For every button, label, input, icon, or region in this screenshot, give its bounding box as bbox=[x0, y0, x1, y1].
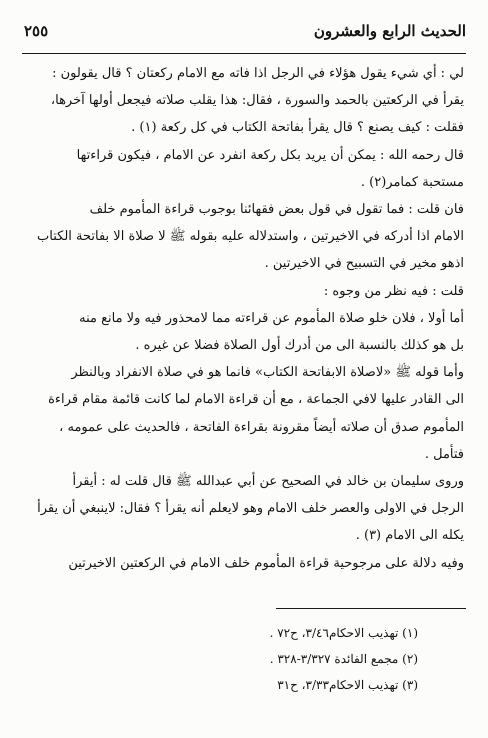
text-line: وأما قوله ﷺ «لاصلاة الابفاتحة الكتاب» فانما هو في صلاة الانفراد وبالنظر bbox=[71, 365, 464, 381]
text-line: أما أولا ، فلان خلو صلاة المأموم عن قراءته مما لامحذور فيه ولا مانع منه bbox=[79, 310, 464, 326]
footnote-rule bbox=[276, 608, 466, 609]
text-line: قال رحمه الله : يمكن أن يريد بكل ركعة انفرد عن الامام ، فيكون قراءتها bbox=[76, 147, 464, 163]
footnote: (١) تهذيب الاحكام٣/٤٦، ح٧٢ . bbox=[269, 626, 418, 640]
text-line: فتأمل . bbox=[424, 446, 464, 462]
page-number: ٢٥٥ bbox=[24, 22, 49, 40]
text-line: يكله الى الامام (٣) . bbox=[355, 528, 464, 544]
text-line: مستحبة كمامر(٢) . bbox=[360, 174, 464, 190]
text-line: بل هو كذلك بالنسبة الى من أدرك أول الصلاة فضلا عن غيره . bbox=[135, 338, 464, 354]
text-line: المأموم صدق أن صلاته أيضاً مقرونة بقراءة الفاتحة ، فالحديث على عمومه ، bbox=[59, 419, 464, 435]
section-title: الحديث الرابع والعشرون bbox=[313, 22, 466, 40]
text-line: قلت : فيه نظر من وجوه : bbox=[323, 283, 464, 299]
text-line: اذهو مخير في التسبيح في الاخيرتين . bbox=[264, 256, 464, 272]
text-line: لي : أي شيء يقول هؤلاء في الرجل اذا فاته مع الامام ركعتان ؟ قال يقولون : bbox=[52, 66, 464, 81]
footnotes bbox=[88, 620, 418, 698]
footnote: (٢) مجمع الفائدة ٣/٣٢٧-٣٢٨ . bbox=[269, 652, 418, 666]
footnote: (٣) تهذيب الاحكام٣/٣٣، ح٣١ bbox=[277, 678, 418, 692]
body-text bbox=[22, 60, 464, 577]
text-line: وفيه دلالة على مرجوحية قراءة المأموم خلف الامام في الركعتين الاخيرتين bbox=[68, 555, 464, 571]
header-rule bbox=[22, 53, 466, 54]
page-header bbox=[24, 16, 466, 46]
text-line: الى القادر عليها لافي الجماعة ، مع أن قراءة الامام لما كانت قائمة مقام قراءة bbox=[48, 392, 464, 408]
text-line: يقرأ في الركعتين بالحمد والسورة ، فقال: هذا يقلب صلاته فيجعل أولها آخرها، bbox=[50, 93, 464, 109]
text-line: الامام اذا أدركه في الاخيرتين ، واستدلاله عليه بقوله ﷺ لا صلاة الا بفاتحة الكتاب bbox=[37, 229, 464, 245]
text-line: فان قلت : فما تقول في قول بعض فقهائنا بوجوب قراءة المأموم خلف bbox=[89, 202, 464, 218]
text-line: وروى سليمان بن خالد في الصحيح عن أبي عبدالله ﷺ قال قلت له : أيقرأ bbox=[72, 474, 464, 490]
text-line: فقلت : كيف يصنع ؟ قال يقرأ بفاتحة الكتاب في كل ركعة (١) . bbox=[131, 120, 464, 136]
text-line: الرجل في الاولى والعصر خلف الامام وهو لايعلم أنه يقرأ ؟ فقال: لاينبغي أن يقرأ bbox=[37, 501, 464, 517]
